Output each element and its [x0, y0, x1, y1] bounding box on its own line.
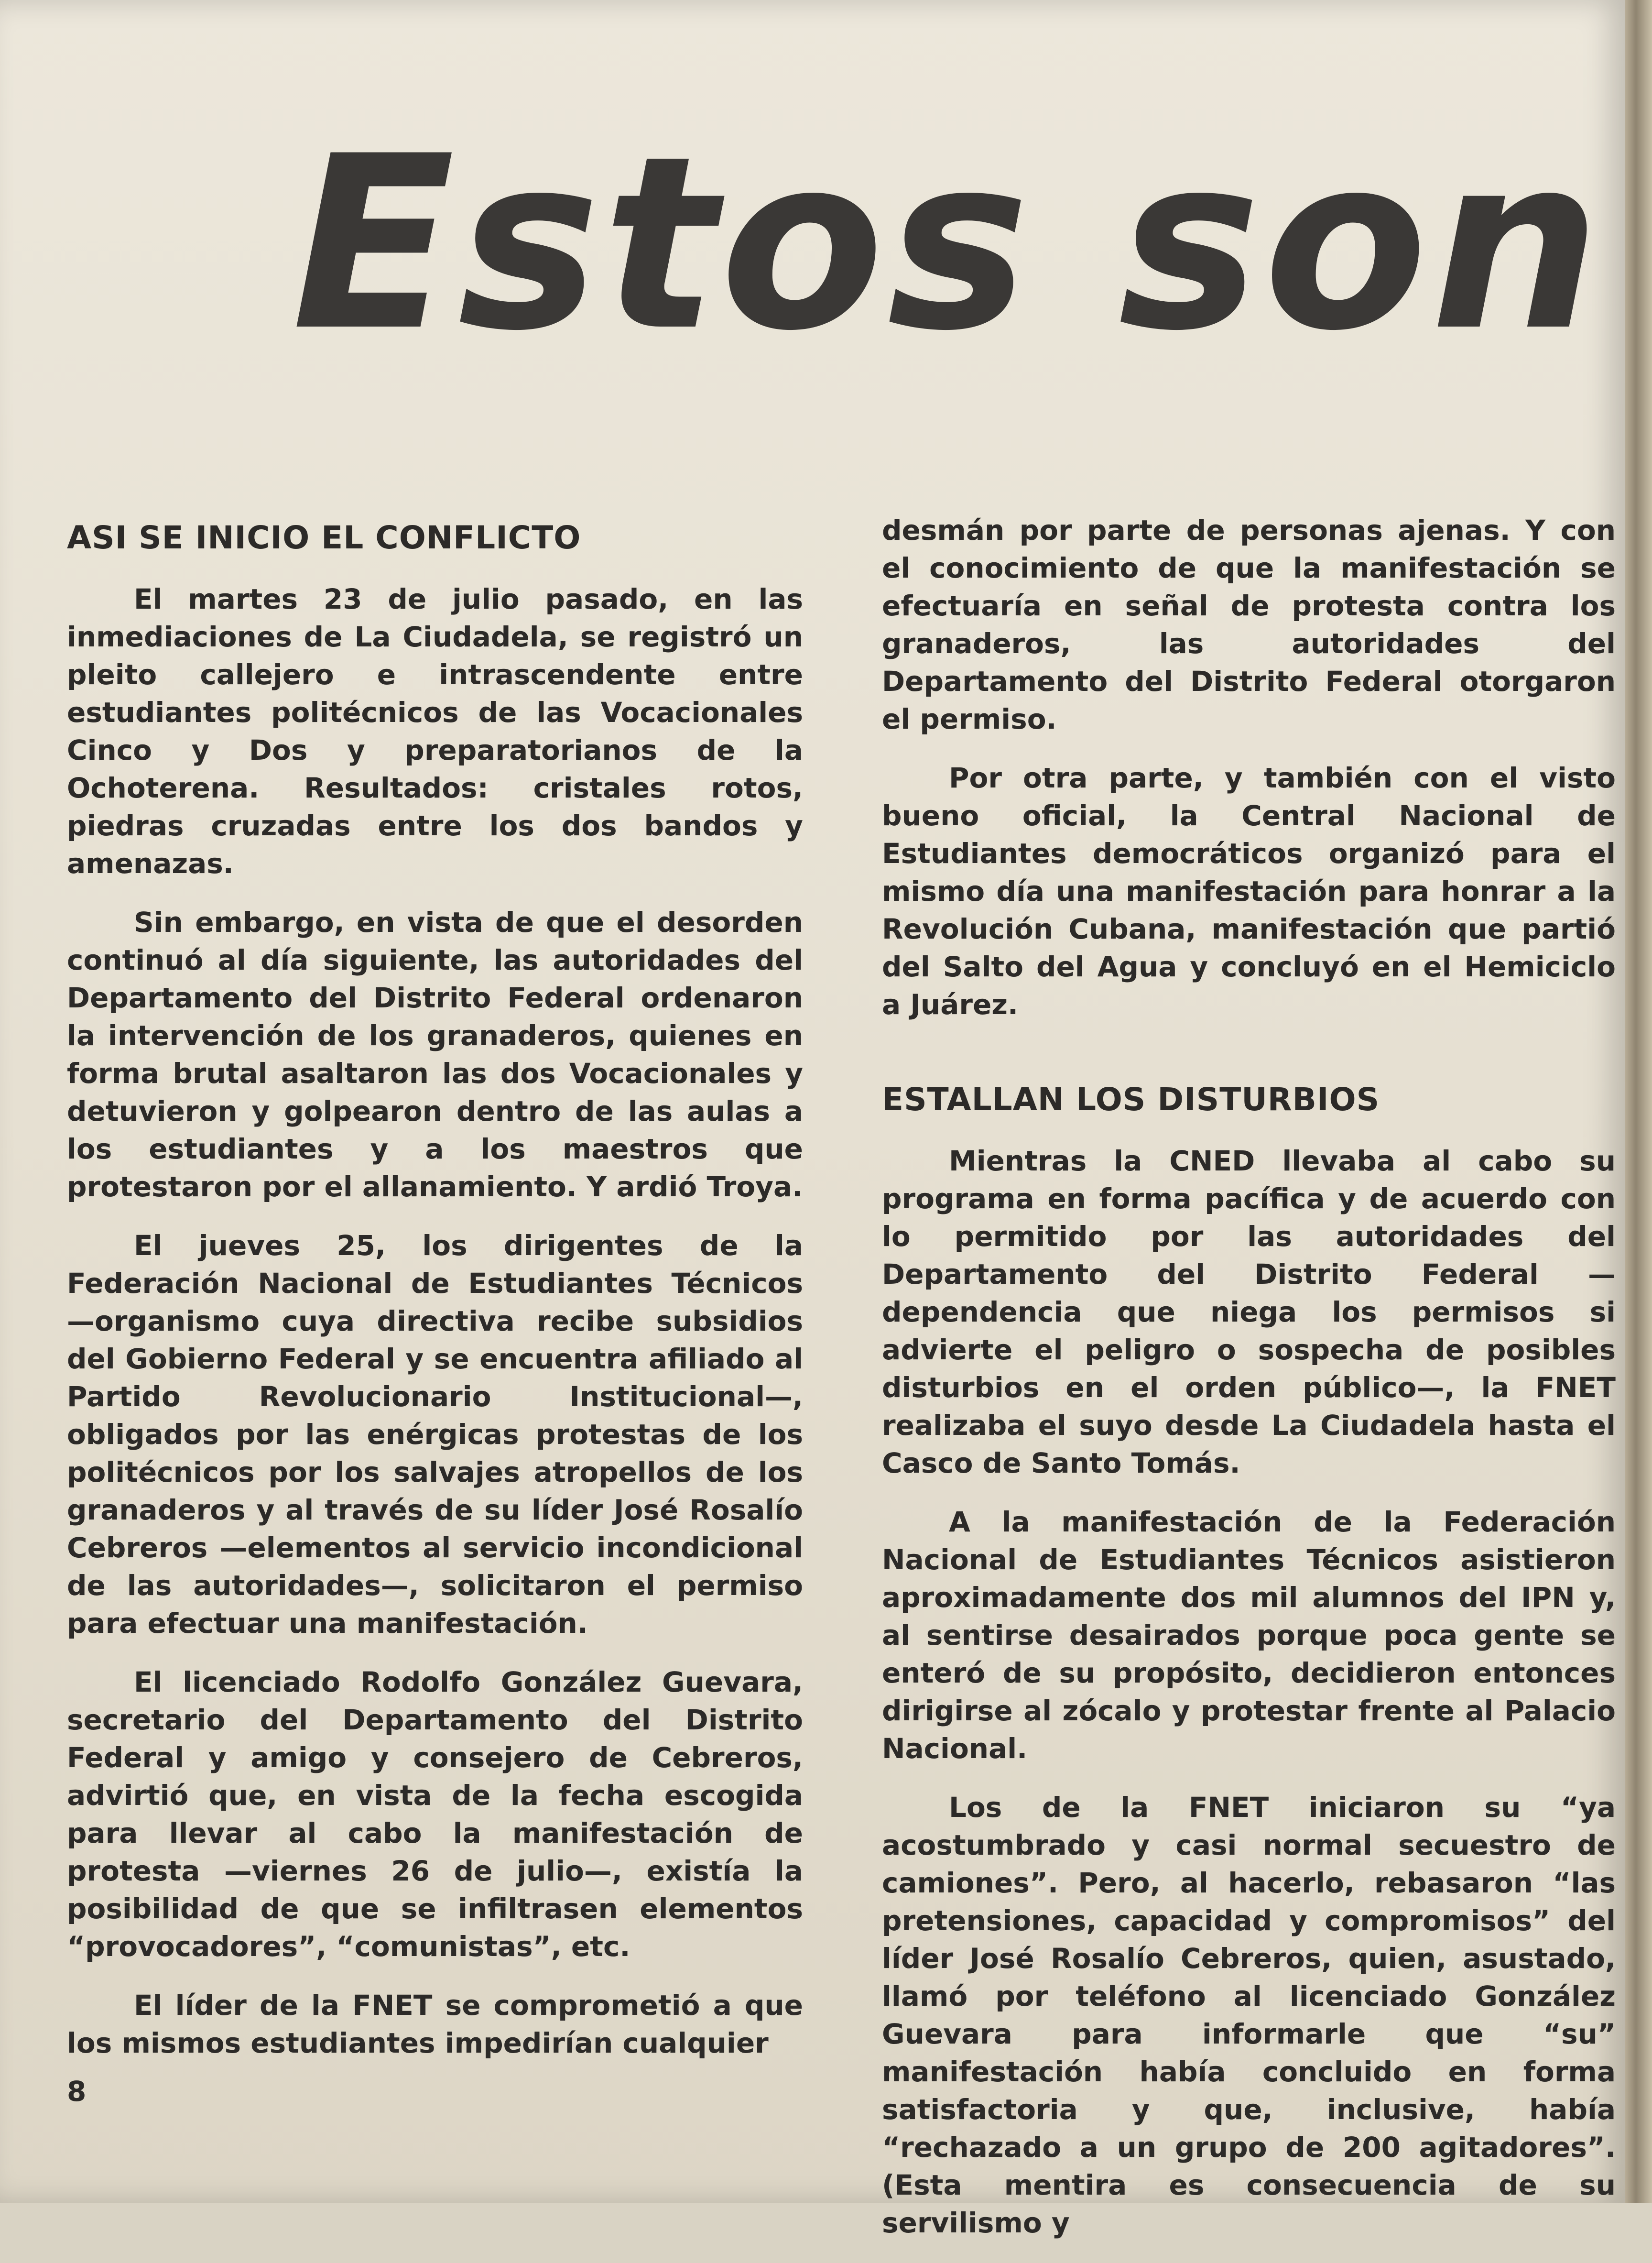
- section-title-conflict: ASI SE INICIO EL CONFLICTO: [67, 519, 581, 556]
- right-column: [882, 512, 1616, 2263]
- page-number: 8: [67, 2075, 87, 2108]
- headline: Estos son: [292, 120, 1604, 368]
- paragraph: El martes 23 de julio pasado, en las inmediaciones de La Ciudadela, se registró un pleito callejero e intrascendente entre estudiantes politécnicos de las Vocacionales Cinco y Dos y preparatorianos de la Ochoterena. Resultados: cristales rotos, piedras cruzadas entre los dos bandos y amenazas.: [67, 583, 803, 880]
- paragraph: Mientras la CNED llevaba al cabo su programa en forma pacífica y de acuerdo con lo permitido por las autoridades del Departamento del Distrito Federal —dependencia que niega los permisos si advierte el peligro o sospecha de posibles disturbios en el orden público—, la FNET realizaba el suyo desde La Ciudadela hasta el Casco de Santo Tomás.: [882, 1145, 1616, 1479]
- paragraph: El licenciado Rodolfo González Guevara, secretario del Departamento del Distrito Federal y amigo y consejero de Cebreros, advirtió que, en vista de la fecha escogida para llevar al cabo la manifestación de protesta —viernes 26 de julio—, existía la posibilidad de que se infiltrasen elementos “provocadores”, “comunistas”, etc.: [67, 1666, 803, 1963]
- paragraph: El jueves 25, los dirigentes de la Federación Nacional de Estudiantes Técnicos —organismo cuya directiva recibe subsidios del Gobierno Federal y se encuentra afiliado al Partido Revolucionario Institucional—, obligados por las enérgicas protestas de los politécnicos por los salvajes atropellos de los granaderos y al través de su líder José Rosalío Cebreros —elementos al servicio incondicional de las autoridades—, solicitaron el permiso para efectuar una manifestación.: [67, 1229, 803, 1640]
- left-column: [67, 516, 803, 2083]
- paragraph: Los de la FNET iniciaron su “ya acostumbrado y casi normal secuestro de camiones”. Pero, al hacerlo, rebasaron “las pretensiones, capacidad y compromisos” del líder José Rosalío Cebreros, quien, asustado, llamó por teléfono al licenciado González Guevara para informarle que “su” manifestación había concluido en forma satisfactoria y que, inclusive, había “rechazado a un grupo de 200 agitadores”. (Esta mentira es consecuencia de su servilismo y: [882, 1791, 1616, 2239]
- paragraph-continuation: desmán por parte de personas ajenas. Y con el conocimiento de que la manifestación se efectuaría en señal de protesta contra los granaderos, las autoridades del Departamento del Distrito Federal otorgaron el permiso.: [882, 514, 1616, 735]
- page-edge: [1625, 0, 1652, 2203]
- paragraph: Sin embargo, en vista de que el desorden continuó al día siguiente, las autoridades del Departamento del Distrito Federal ordenaron la intervención de los granaderos, quienes en forma brutal asaltaron las dos Vocacionales y detuvieron y golpearon dentro de las aulas a los estudiantes y a los maestros que protestaron por el allanamiento. Y ardió Troya.: [67, 906, 803, 1203]
- paragraph: A la manifestación de la Federación Nacional de Estudiantes Técnicos asistieron aproximadamente dos mil alumnos del IPN y, al sentirse desairados porque poca gente se enteró de su propósito, decidieron entonces dirigirse al zócalo y protestar frente al Palacio Nacional.: [882, 1506, 1616, 1765]
- section-title-disturbances: ESTALLAN LOS DISTURBIOS: [882, 1081, 1380, 1118]
- paragraph: Por otra parte, y también con el visto bueno oficial, la Central Nacional de Estudiantes democráticos organizó para el mismo día una manifestación para honrar a la Revolución Cubana, manifestación que partió del Salto del Agua y concluyó en el Hemiciclo a Juárez.: [882, 762, 1616, 1021]
- section-spacer: [882, 1045, 1616, 1078]
- paragraph: El líder de la FNET se comprometió a que los mismos estudiantes impedirían cualquier: [67, 1989, 803, 2059]
